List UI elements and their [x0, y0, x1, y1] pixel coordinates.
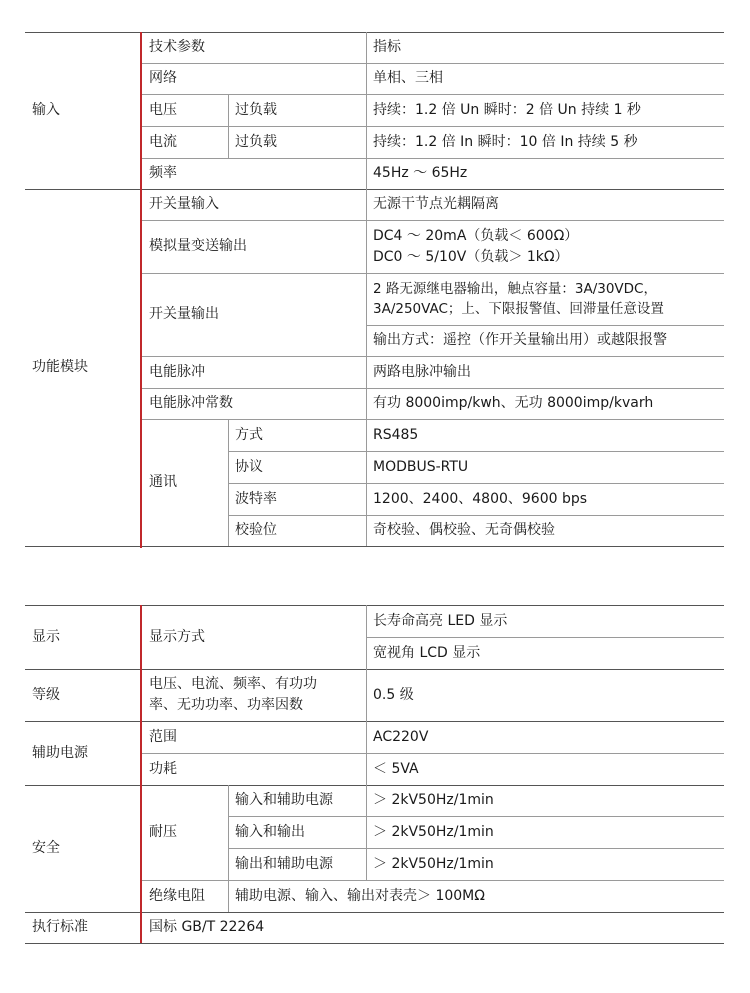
current-overload-label: 过负载 — [235, 133, 277, 150]
withstand-input-output-value: ＞ 2kV50Hz/1min — [373, 823, 494, 840]
aux-consumption-label: 功耗 — [149, 760, 177, 777]
group-label-display: 显示 — [32, 628, 60, 645]
switch-input-label: 开关量输入 — [149, 196, 219, 212]
withstand-output-aux-value: ＞ 2kV50Hz/1min — [373, 855, 494, 872]
group-label-safety: 安全 — [32, 840, 60, 856]
comm-protocol-label: 协议 — [235, 458, 263, 475]
header-param-label: 技术参数 — [149, 39, 205, 55]
comm-parity-value: 奇校验、偶校验、无奇偶校验 — [373, 522, 555, 538]
grade-quantities-label: 电压、电流、频率、有功功率、无功功率、功率因数 — [149, 676, 317, 713]
voltage-overload-label: 过负载 — [235, 101, 277, 118]
header-param-value: 指标 — [373, 39, 401, 55]
network-label: 网络 — [149, 70, 177, 86]
comm-baud-value: 1200、2400、4800、9600 bps — [373, 490, 588, 507]
aux-range-value: AC220V — [373, 728, 429, 745]
withstand-voltage-label: 耐压 — [149, 824, 177, 840]
group-label-function: 功能模块 — [32, 359, 88, 375]
comm-mode-label: 方式 — [235, 426, 263, 443]
switch-input-value: 无源干节点光耦隔离 — [373, 196, 499, 212]
withstand-output-aux-label: 输出和辅助电源 — [235, 855, 333, 872]
display-led-value: 长寿命高亮 LED 显示 — [373, 612, 508, 629]
switch-output-label: 开关量输出 — [149, 306, 219, 322]
comm-mode-value: RS485 — [373, 426, 419, 443]
table-border-bottom — [25, 943, 724, 944]
current-overload-value: 持续：1.2 倍 In 瞬时：10 倍 In 持续 5 秒 — [373, 133, 638, 150]
analog-output-line: DC4 ～ 20mA（负载＜ 600Ω） — [373, 227, 579, 244]
table-border-bottom — [25, 546, 724, 547]
withstand-input-aux-value: ＞ 2kV50Hz/1min — [373, 792, 494, 808]
frequency-value: 45Hz ～ 65Hz — [373, 165, 468, 181]
analog-output-label: 模拟量变送输出 — [149, 238, 247, 254]
withstand-input-output-label: 输入和输出 — [235, 823, 305, 840]
energy-pulse-label: 电能脉冲 — [149, 363, 205, 380]
grade-value: 0.5 级 — [373, 686, 414, 703]
aux-consumption-value: ＜ 5VA — [373, 760, 419, 777]
frequency-label: 频率 — [149, 165, 177, 181]
standard-value: 国标 GB/T 22264 — [149, 919, 265, 935]
insulation-label: 绝缘电阻 — [149, 887, 205, 904]
insulation-value: 辅助电源、输入、输出对表壳＞ 100MΩ — [235, 887, 485, 904]
communication-label: 通讯 — [149, 474, 177, 490]
group-label-standard: 执行标准 — [32, 919, 88, 935]
display-mode-label: 显示方式 — [149, 628, 205, 645]
network-value: 单相、三相 — [373, 70, 443, 86]
comm-baud-label: 波特率 — [235, 490, 277, 507]
pulse-constant-value: 有功 8000imp/kwh、无功 8000imp/kvarh — [373, 395, 654, 411]
energy-pulse-value: 两路电脉冲输出 — [373, 363, 471, 380]
display-lcd-value: 宽视角 LCD 显示 — [373, 644, 481, 661]
comm-protocol-value: MODBUS-RTU — [373, 458, 469, 475]
group-label-input: 输入 — [32, 102, 60, 118]
current-label: 电流 — [149, 133, 177, 150]
voltage-label: 电压 — [149, 101, 177, 118]
group-label-aux-power: 辅助电源 — [32, 744, 88, 761]
withstand-input-aux-label: 输入和辅助电源 — [235, 792, 333, 808]
analog-output-line: DC0 ～ 5/10V（负载＞ 1kΩ） — [373, 248, 569, 265]
switch-output-mode-value: 输出方式：遥控（作开关量输出用）或越限报警 — [373, 332, 667, 348]
switch-output-relay-value: 2 路无源继电器输出，触点容量：3A/30VDC，3A/250VAC；上、下限报警值、回滞量任意设置 — [373, 281, 664, 317]
aux-range-label: 范围 — [149, 728, 177, 745]
voltage-overload-value: 持续：1.2 倍 Un 瞬时：2 倍 Un 持续 1 秒 — [373, 101, 641, 118]
pulse-constant-label: 电能脉冲常数 — [149, 395, 233, 411]
comm-parity-label: 校验位 — [235, 522, 277, 538]
analog-output-value — [366, 220, 724, 273]
group-label-grade: 等级 — [32, 686, 60, 703]
